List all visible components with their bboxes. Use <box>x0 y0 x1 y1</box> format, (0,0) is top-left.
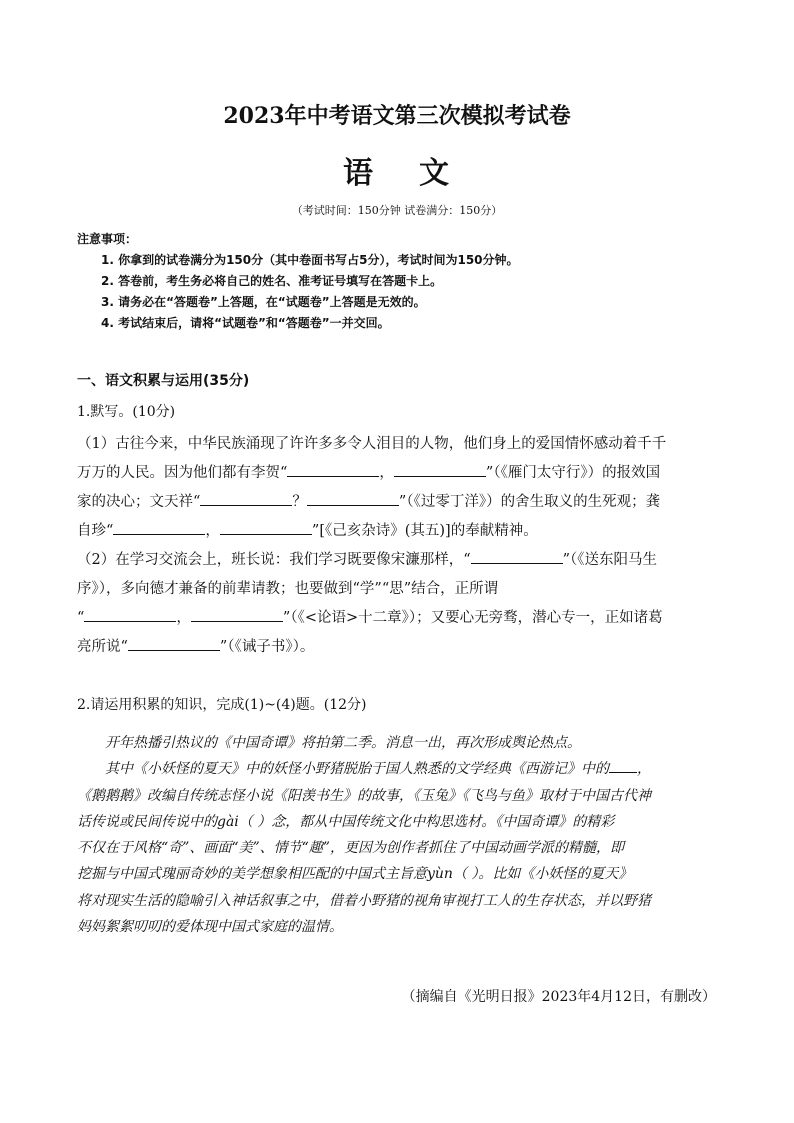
text-line: 亮所说“ ”（《诫子书》）。 <box>77 633 725 662</box>
text-line: “ ， ”（《<论语>十二章》）；又要心无旁骛，潜心专一，正如诸葛 <box>77 604 725 633</box>
text-line: 序》），多向德才兼备的前辈请教；也要做到“学”“思”结合，正所谓 <box>77 581 499 597</box>
notice-item: 4. 考试结束后，请将“试题卷”和“答题卷”一并交回。 <box>101 316 390 330</box>
subject-char-2: 文 <box>419 156 451 191</box>
subject-char-1: 语 <box>343 156 375 191</box>
answer-blank[interactable] <box>307 491 399 506</box>
notice-title: 注意事项： <box>77 232 138 246</box>
notice-item: 1. 你拿到的试卷满分为150分（其中卷面书写占5分），考试时间为150分钟。 <box>101 253 519 267</box>
question-1-title: 1.默写。(10分) <box>77 404 176 420</box>
exam-title: 2023年中考语文第三次模拟考试卷 <box>223 103 571 129</box>
text-line: （2）在学习交流会上，班长说：我们学习既要像宋濂那样，“ ”（《送东阳马生 <box>77 546 725 575</box>
answer-blank[interactable] <box>609 758 637 773</box>
passage-line: 开年热播引热议的《中国奇谭》将拍第二季。消息一出，再次形成舆论热点。 <box>105 735 581 751</box>
passage-line: 将对现实生活的隐喻引入神话叙事之中，借着小野猪的视角审视打工人的生存状态，并以野猪 <box>77 892 651 909</box>
answer-blank[interactable] <box>287 462 379 477</box>
answer-blank[interactable] <box>394 462 486 477</box>
notice-item: 3. 请务必在“答题卷”上答题，在“试题卷”上答题是无效的。 <box>101 295 426 309</box>
answer-blank[interactable] <box>191 607 283 622</box>
answer-blank[interactable] <box>128 636 220 651</box>
passage-line: 话传说或民间传说中的gài（ ）念，都从中国传统文化中构思选材。《中国奇谭》的精彩 <box>77 813 615 830</box>
passage-line: 《鹅鹅鹅》改编自传统志怪小说《阳羡书生》的故事，《玉兔》《飞鸟与鱼》取材于中国古代神 <box>77 787 651 804</box>
answer-blank[interactable] <box>471 549 563 564</box>
passage-source: （摘编自《光明日报》2023年4月12日，有删改） <box>401 989 716 1005</box>
text-line: 家的决心；文天祥“ ？ ”（《过零丁洋》）的舍生取义的生死观；龚 <box>77 488 725 517</box>
text-line: 自珍“ ， ”[《己亥杂诗》(其五)]的奉献精神。 <box>77 517 725 546</box>
passage-line: 挖掘与中国式瑰丽奇妙的美学想象相匹配的中国式主旨意yùn（ ）。比如《小妖怪的夏天》 <box>77 866 633 883</box>
answer-blank[interactable] <box>220 520 312 535</box>
section-heading: 一、语文积累与运用(35分) <box>77 373 250 389</box>
question-2-title: 2.请运用积累的知识，完成(1)~(4)题。(12分) <box>77 697 367 713</box>
text-line: 万万的人民。因为他们都有李贺“ ， ”（《雁门太守行》）的报效国 <box>77 459 725 488</box>
question-1-body <box>77 430 725 662</box>
notice-item: 2. 答卷前，考生务必将自己的姓名、准考证号填写在答题卡上。 <box>101 274 443 288</box>
subject-title <box>0 154 794 194</box>
answer-blank[interactable] <box>84 607 176 622</box>
text-line: （1）古往今来，中华民族涌现了许许多多令人泪目的人物，他们身上的爱国情怀感动着千千 <box>77 436 667 452</box>
notice-list <box>101 250 741 334</box>
exam-info: （考试时间：150分钟 试卷满分：150分） <box>291 204 503 217</box>
reading-passage <box>77 730 725 940</box>
passage-line: 不仅在于风格“奇”、画面“美”、情节“趣”，更因为创作者抓住了中国动画学派的精髓，即 <box>77 840 624 857</box>
answer-blank[interactable] <box>113 520 205 535</box>
passage-line: 妈妈絮絮叨叨的爱体现中国式家庭的温情。 <box>77 919 343 936</box>
passage-line: 其中《小妖怪的夏天》中的妖怪小野猪脱胎于国人熟悉的文学经典《西游记》中的 ， <box>77 756 725 782</box>
answer-blank[interactable] <box>200 491 292 506</box>
